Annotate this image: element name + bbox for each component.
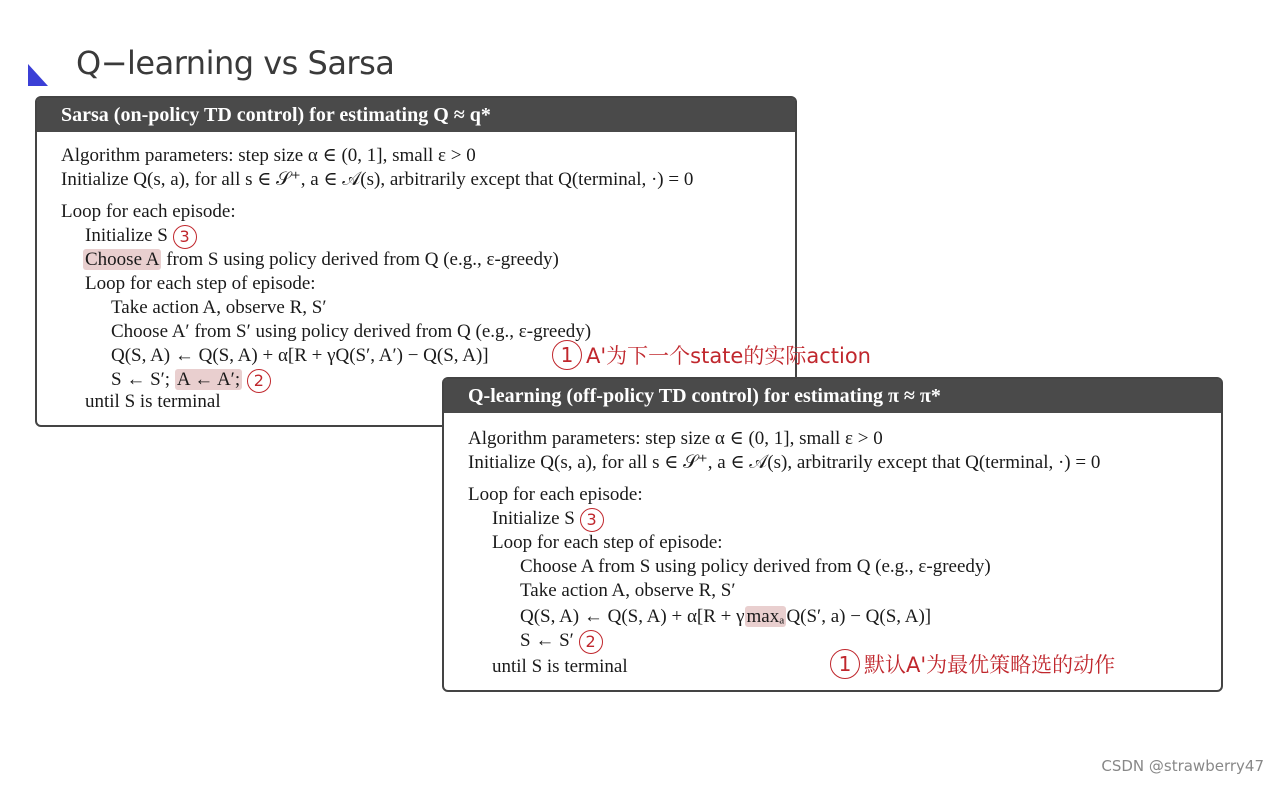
qlearning-header: Q-learning (off-policy TD control) for estimating π ≈ π* — [444, 379, 1221, 413]
sarsa-until-terminal: until S is terminal — [85, 391, 221, 412]
sarsa-state-update: S ← S′; — [111, 369, 175, 390]
qlearning-initialize-s-line — [492, 507, 604, 532]
sarsa-update-rule: Q(S, A) ← Q(S, A) + α[R + γQ(S′, A′) − Q(S, A)] — [111, 345, 489, 366]
sarsa-choose-highlight: Choose A — [85, 249, 160, 270]
sarsa-choose-next-action: Choose A′ from S′ using policy derived from Q (e.g., ε-greedy) — [111, 321, 592, 342]
sarsa-choose-rest: from S using policy derived from Q (e.g., ε-greedy) — [161, 249, 559, 270]
qlearning-update-right: Q(S′, a) − Q(S, A)] — [786, 606, 932, 627]
qlearning-max-highlight: maxₐ — [746, 606, 785, 627]
sarsa-initialize-s-line — [85, 224, 197, 249]
sarsa-choose-line — [83, 248, 559, 272]
circled-number-2: 2 — [579, 630, 603, 654]
qlearning-annotation-text: 默认A'为最优策略选的动作 — [864, 653, 1116, 677]
qlearning-params-line: Algorithm parameters: step size α ∈ (0, 1], small ε > 0 — [468, 428, 883, 449]
title-marker-icon — [28, 64, 48, 86]
qlearning-take-action: Take action A, observe R, S′ — [520, 580, 736, 601]
qlearning-update-rule — [520, 605, 931, 629]
qlearning-init-line: Initialize Q(s, a), for all s ∈ 𝒮⁺, a ∈ 𝒜(s), arbitrarily except that Q(terminal, ·) = 0 — [468, 452, 1101, 473]
circled-number-2: 2 — [247, 369, 271, 393]
watermark: CSDN @strawberry47 — [1101, 757, 1264, 775]
sarsa-params-line: Algorithm parameters: step size α ∈ (0, 1], small ε > 0 — [61, 145, 476, 166]
qlearning-annotation — [830, 649, 1115, 679]
qlearning-loop-step: Loop for each step of episode: — [492, 532, 723, 553]
circled-number-3: 3 — [580, 508, 604, 532]
circled-number-3: 3 — [173, 225, 197, 249]
sarsa-annotation — [552, 340, 871, 370]
qlearning-choose-action: Choose A from S using policy derived from Q (e.g., ε-greedy) — [520, 556, 991, 577]
sarsa-loop-episode: Loop for each episode: — [61, 201, 236, 222]
sarsa-header: Sarsa (on-policy TD control) for estimating Q ≈ q* — [37, 98, 795, 132]
qlearning-loop-episode: Loop for each episode: — [468, 484, 643, 505]
qlearning-algorithm-box — [442, 377, 1223, 692]
sarsa-loop-step: Loop for each step of episode: — [85, 273, 316, 294]
sarsa-initialize-s: Initialize S — [85, 225, 168, 246]
sarsa-action-update-highlight: A ← A′; — [176, 369, 241, 390]
sarsa-take-action: Take action A, observe R, S′ — [111, 297, 327, 318]
slide-title: Q−learning vs Sarsa — [76, 44, 395, 82]
qlearning-state-update-line — [520, 629, 603, 654]
sarsa-state-update-line — [111, 368, 271, 393]
qlearning-update-left: Q(S, A) ← Q(S, A) + α[R + γ — [520, 606, 745, 627]
circled-number-1: 1 — [552, 340, 582, 370]
qlearning-until-terminal: until S is terminal — [492, 656, 628, 677]
sarsa-annotation-text: A'为下一个state的实际action — [586, 344, 871, 368]
qlearning-initialize-s: Initialize S — [492, 508, 575, 529]
qlearning-state-update: S ← S′ — [520, 630, 574, 651]
sarsa-init-line: Initialize Q(s, a), for all s ∈ 𝒮⁺, a ∈ 𝒜(s), arbitrarily except that Q(terminal, ·) = 0 — [61, 169, 694, 190]
circled-number-1: 1 — [830, 649, 860, 679]
